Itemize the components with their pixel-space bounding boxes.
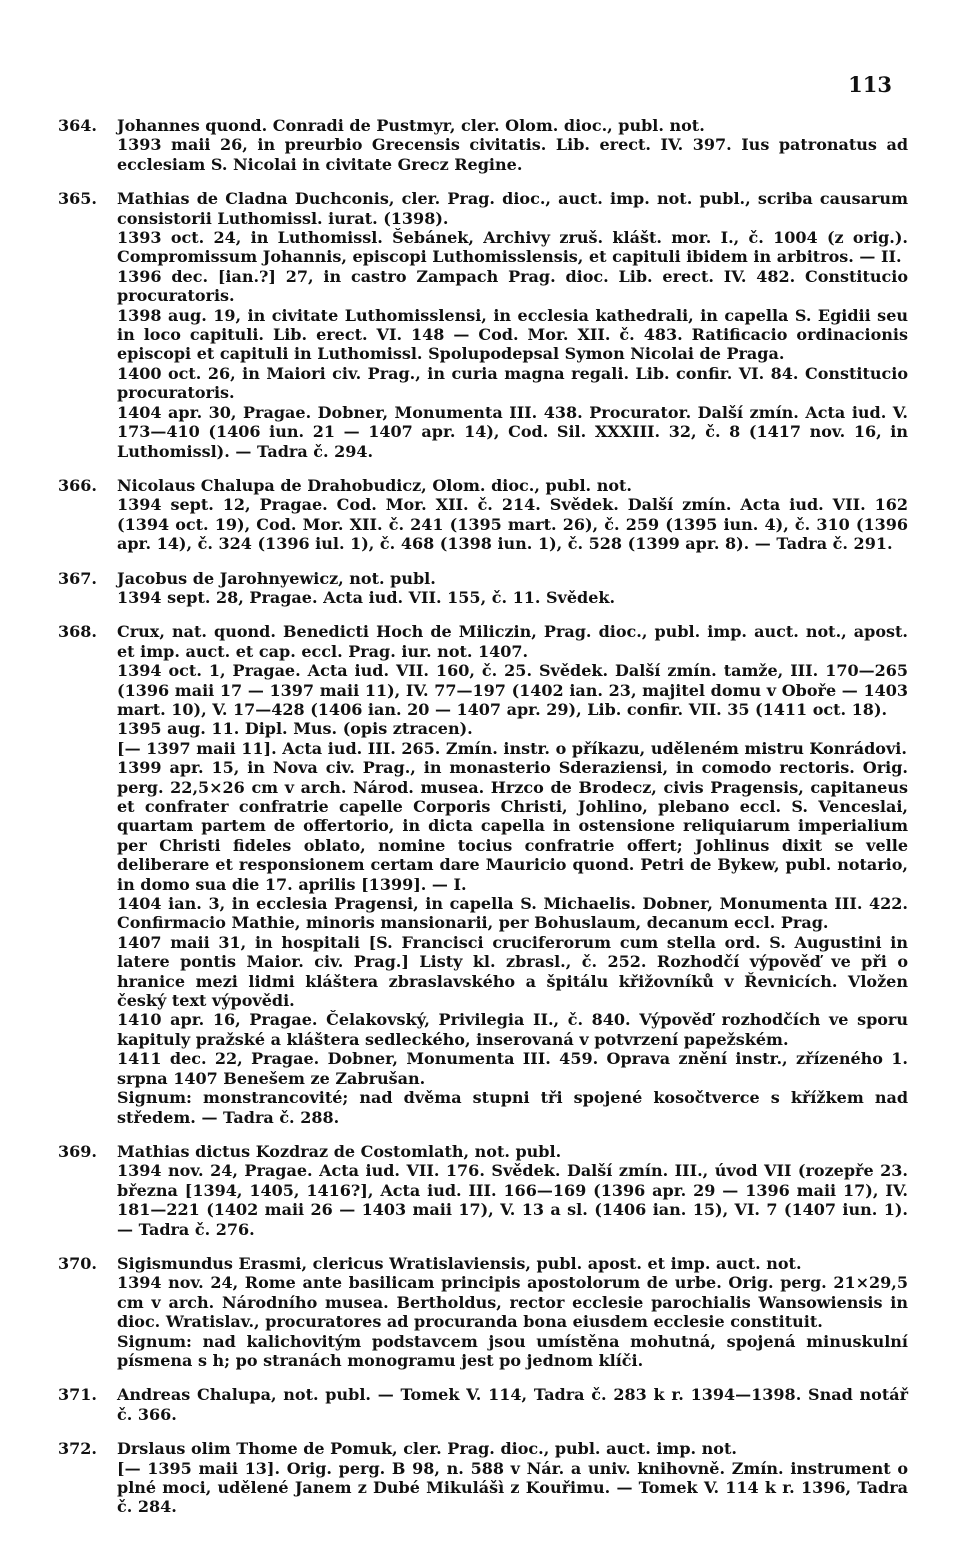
entry-paragraph: 1394 oct. 1, Pragae. Acta iud. VII. 160, č. 25. Svědek. Další zmín. tamže, III. 170—265 (1396 maii 17 — 1397 maii 11), IV. 77—197 (1402 ian. 23, majitel domu v Oboře — 1403 mart. 10), V. 17—428 (1406 ian. 20 — 1407 apr. 29), Lib. confir. VII. 35 (1411 oct. 18). bbox=[117, 661, 908, 719]
entry-paragraph: 1404 ian. 3, in ecclesia Pragensi, in capella S. Michaelis. Dobner, Monumenta III. 422. Confirmacio Mathie, minoris mansionarii, per Bohuslaum, decanum eccl. Prag. bbox=[117, 894, 908, 933]
entry-paragraph: 1394 nov. 24, Rome ante basilicam principis apostolorum de urbe. Orig. perg. 21×29,5 cm v arch. Národního musea. Bertholdus, rector ecclesie parochialis Wansowiensis in dioc. Wratislav., procuratores ad procuranda bona eiusdem ecclesie constituit. bbox=[117, 1273, 908, 1332]
entry-number: 370. bbox=[58, 1253, 97, 1273]
catalog-entry bbox=[58, 189, 908, 461]
entry-list bbox=[58, 116, 908, 1532]
entry-paragraph: Signum: monstrancovité; nad dvěma stupni tři spojené kosočtverce s křížkem nad středem. — Tadra č. 288. bbox=[117, 1088, 908, 1127]
entry-heading: Andreas Chalupa, not. publ. — Tomek V. 114, Tadra č. 283 k r. 1394—1398. Snad notář č. 366. bbox=[117, 1385, 908, 1424]
entry-paragraph: 1407 maii 31, in hospitali [S. Francisci cruciferorum cum stella ord. S. Augustini in latere pontis Maior. civ. Prag.] Listy kl. zbrasl., č. 252. Rozhodčí výpověď ve při o hranice mezi lidmi kláštera zbraslavského a špitálu křižovníků v Řevnicích. Vložen český text výpovědi. bbox=[117, 932, 908, 1011]
entry-heading: Sigismundus Erasmi, clericus Wratislaviensis, publ. apost. et imp. auct. not. bbox=[117, 1253, 802, 1273]
entry-paragraph: 1394 nov. 24, Pragae. Acta iud. VII. 176. Svědek. Další zmín. III., úvod VII (rozepře 23. března [1394, 1405, 1416?], Acta iud. III. 166—169 (1396 apr. 29 — 1396 maii 17), IV. 181—221 (1402 maii 26 — 1403 maii 17), V. 13 a sl. (1406 ian. 15), VI. 7 (1407 iun. 1). — Tadra č. 276. bbox=[117, 1161, 908, 1239]
entry-paragraph: 1395 aug. 11. Dipl. Mus. (opis ztracen). bbox=[117, 719, 473, 739]
entry-number: 364. bbox=[58, 116, 97, 135]
page-number: 113 bbox=[848, 72, 892, 97]
entry-paragraph: 1393 maii 26, in preurbio Grecensis civitatis. Lib. erect. IV. 397. Ius patronatus ad ecclesiam S. Nicolai in civitate Grecz Regine. bbox=[117, 135, 908, 174]
entry-number: 369. bbox=[58, 1141, 97, 1161]
entry-paragraph: 1404 apr. 30, Pragae. Dobner, Monumenta III. 438. Procurator. Další zmín. Acta iud. V. 173—410 (1406 iun. 21 — 1407 apr. 14), Cod. Sil. XXXIII. 32, č. 8 (1417 nov. 16, in Luthomissl). — Tadra č. 294. bbox=[117, 402, 908, 461]
entry-paragraph: 1411 dec. 22, Pragae. Dobner, Monumenta III. 459. Oprava znění instr., zřízeného 1. srpna 1407 Benešem ze Zabrušan. bbox=[117, 1049, 908, 1088]
entry-heading: Drslaus olim Thome de Pomuk, cler. Prag. dioc., publ. auct. imp. not. bbox=[117, 1439, 737, 1459]
entry-number: 372. bbox=[58, 1439, 97, 1459]
entry-paragraph: 1398 aug. 19, in civitate Luthomisslensi, in ecclesia kathedrali, in capella S. Egidii seu in loco capituli. Lib. erect. VI. 148 — Cod. Mor. XII. č. 483. Ratificacio ordinacionis episcopi et capituli in Luthomissl. Spolupodepsal Symon Nicolai de Praga. bbox=[117, 305, 908, 364]
entry-paragraph: Signum: nad kalichovitým podstavcem jsou umístěna mohutná, spojená minuskulní písmena s h; po stranách monogramu jest po jednom klíči. bbox=[117, 1331, 908, 1370]
entry-paragraph: [— 1397 maii 11]. Acta iud. III. 265. Zmín. instr. o příkazu, uděleném mistru Konrádovi. bbox=[117, 738, 907, 758]
entry-heading: Mathias dictus Kozdraz de Costomlath, not. publ. bbox=[117, 1141, 562, 1161]
catalog-entry bbox=[58, 1142, 908, 1239]
catalog-entry bbox=[58, 622, 908, 1127]
catalog-entry bbox=[58, 116, 908, 174]
entry-number: 367. bbox=[58, 568, 97, 588]
catalog-entry bbox=[58, 1254, 908, 1370]
entry-number: 366. bbox=[58, 475, 97, 495]
entry-heading: Johannes quond. Conradi de Pustmyr, cler. Olom. dioc., publ. not. bbox=[117, 116, 705, 135]
entry-heading: Mathias de Cladna Duchconis, cler. Prag. dioc., auct. imp. not. publ., scriba causarum consistorii Luthomissl. iurat. (1398). bbox=[117, 189, 908, 228]
entry-paragraph: [— 1395 maii 13]. Orig. perg. B 98, n. 588 v Nár. a univ. knihovně. Zmín. instrument o plné moci, udělené Janem z Dubé Mikulášì z Kouřimu. — Tomek V. 114 k r. 1396, Tadra č. 284. bbox=[117, 1458, 908, 1517]
entry-number: 371. bbox=[58, 1385, 97, 1405]
entry-paragraph: 1399 apr. 15, in Nova civ. Prag., in monasterio Sderaziensi, in comodo rectoris. Orig. perg. 22,5×26 cm v arch. Národ. musea. Hrzco de Brodecz, civis Pragensis, capitaneus et confrater confratrie capelle Corporis Christi, Johlino, plebano eccl. S. Venceslai, quartam partem de offertorio, in dicta capella in ostensione reliquiarum imperialium per Christi fideles oblato, nomine tocius confratrie offert; Johlinus dixit se velle deliberare et responsionem certam dare Mauricio quond. Petri de Bykew, publ. notario, in domo sua die 17. aprilis [1399]. — I. bbox=[117, 758, 908, 894]
entry-paragraph: 1393 oct. 24, in Luthomissl. Šebánek, Archivy zruš. klášt. mor. I., č. 1004 (z orig.). Compromissum Johannis, episcopi Luthomisslensis, et capituli ibidem in arbitros. — II. bbox=[117, 228, 908, 267]
entry-paragraph: 1396 dec. [ian.?] 27, in castro Zampach Prag. dioc. Lib. erect. IV. 482. Constitucio procuratoris. bbox=[117, 266, 908, 306]
entry-heading: Jacobus de Jarohnyewicz, not. publ. bbox=[117, 568, 436, 588]
entry-number: 368. bbox=[58, 622, 97, 642]
entry-paragraph: 1410 apr. 16, Pragae. Čelakovský, Privilegia II., č. 840. Výpověď rozhodčích ve sporu kapituly pražské a kláštera sedleckého, inserovaná v potvrzení papežském. bbox=[117, 1010, 908, 1049]
entry-paragraph: 1400 oct. 26, in Maiori civ. Prag., in curia magna regali. Lib. confir. VI. 84. Constitucio procuratoris. bbox=[117, 363, 908, 403]
catalog-entry bbox=[58, 1385, 908, 1424]
entry-number: 365. bbox=[58, 189, 97, 209]
catalog-entry bbox=[58, 569, 908, 608]
entry-paragraph: 1394 sept. 28, Pragae. Acta iud. VII. 155, č. 11. Svědek. bbox=[117, 587, 616, 607]
entry-heading: Nicolaus Chalupa de Drahobudicz, Olom. dioc., publ. not. bbox=[117, 475, 632, 495]
entry-heading: Crux, nat. quond. Benedicti Hoch de Miliczin, Prag. dioc., publ. imp. auct. not., apost. et imp. auct. et cap. eccl. Prag. iur. not. 1407. bbox=[117, 622, 908, 661]
catalog-entry bbox=[58, 1439, 908, 1517]
entry-paragraph: 1394 sept. 12, Pragae. Cod. Mor. XII. č. 214. Svědek. Další zmín. Acta iud. VII. 162 (1394 oct. 19), Cod. Mor. XII. č. 241 (1395 mart. 26), č. 259 (1395 iun. 4), č. 310 (1396 apr. 14), č. 324 (1396 iul. 1), č. 468 (1398 iun. 1), č. 528 (1399 apr. 8). — Tadra č. 291. bbox=[117, 495, 908, 554]
catalog-entry bbox=[58, 476, 908, 554]
